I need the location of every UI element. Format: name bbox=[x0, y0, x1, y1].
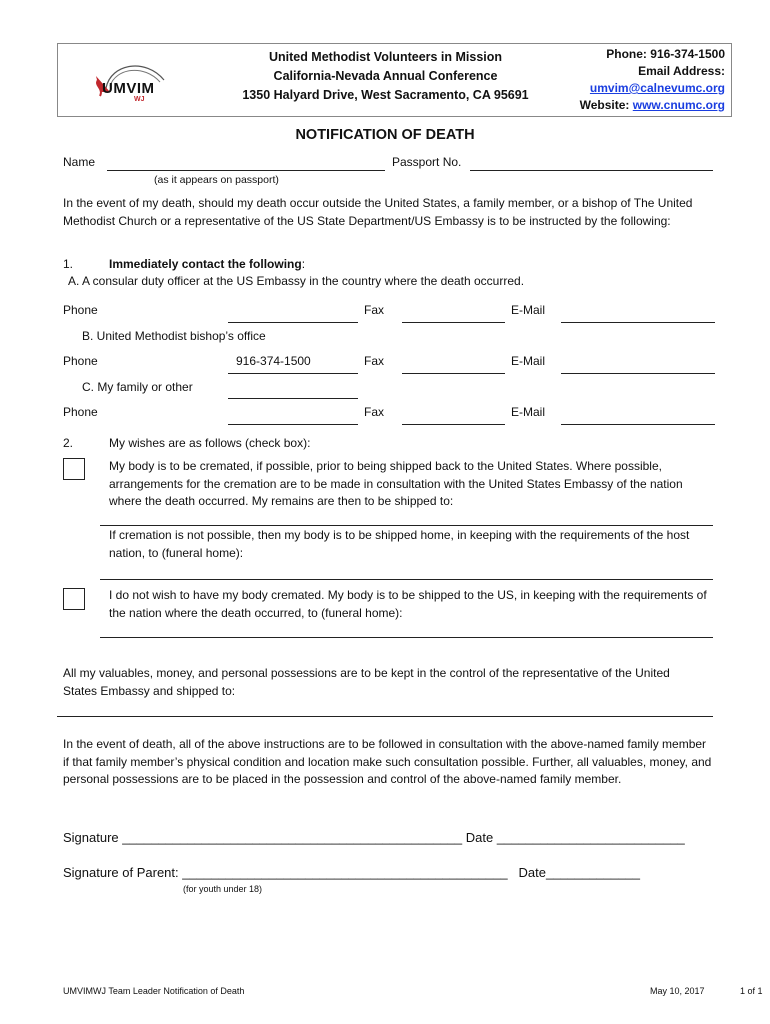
section-1-heading bbox=[109, 257, 305, 271]
email-label: Email Address: bbox=[638, 64, 725, 78]
fax-label-b: Fax bbox=[364, 354, 385, 368]
parent-date-label: Date bbox=[518, 865, 546, 880]
website-label: Website: bbox=[579, 98, 630, 112]
date-label: Date bbox=[465, 830, 494, 845]
email-label-b: E-Mail bbox=[511, 354, 546, 368]
item-b-label: B. United Methodist bishop’s office bbox=[82, 329, 266, 343]
email-link[interactable]: umvim@calnevumc.org bbox=[589, 81, 725, 95]
org-name: United Methodist Volunteers in Mission bbox=[268, 50, 503, 64]
valuables-ship-to-field[interactable] bbox=[57, 716, 713, 717]
fax-field-c[interactable] bbox=[402, 424, 505, 425]
letterhead bbox=[57, 43, 732, 117]
phone-text: Phone: 916-374-1500 bbox=[606, 47, 725, 61]
passport-label: Passport No. bbox=[392, 155, 462, 169]
funeral-home-field-1[interactable] bbox=[100, 579, 713, 580]
closing-paragraph: In the event of death, all of the above instructions are to be followed in consultation with the above-named family member if that family member’s physical condition and location make such consultation possible. Further, all valuables, money, and personal possessions are to be placed in the possession and control of the above-named family member. bbox=[63, 737, 712, 786]
page-title: NOTIFICATION OF DEATH bbox=[295, 127, 475, 143]
passport-field[interactable] bbox=[470, 170, 713, 171]
email-label-a: E-Mail bbox=[511, 303, 546, 317]
cremation-option-text: My body is to be cremated, if possible, prior to being shipped back to the United States. Where possible, arrangements for the cremation are to be made in consultation with the United States Embassy of the nation where the death occurred. My remains are then to be shipped to: bbox=[109, 459, 683, 508]
contact-info bbox=[580, 46, 725, 114]
phone-field-b[interactable] bbox=[228, 373, 358, 374]
logo-subtext: WJ bbox=[134, 96, 145, 103]
cremation-fallback-text: If cremation is not possible, then my body is to be shipped home, in keeping with the requirements of the host nation, to (funeral home): bbox=[109, 528, 690, 560]
fax-label-a: Fax bbox=[364, 303, 385, 317]
section-2-heading: My wishes are as follows (check box): bbox=[109, 436, 311, 450]
no-cremation-option-text: I do not wish to have my body cremated. My body is to be shipped to the US, in keeping with the requirements of the nation where the death occurred, to (funeral home): bbox=[109, 588, 707, 620]
footer-date: May 10, 2017 bbox=[650, 986, 705, 996]
phone-label-a: Phone bbox=[63, 303, 98, 317]
org-address: 1350 Halyard Drive, West Sacramento, CA 95691 bbox=[242, 88, 529, 102]
name-field[interactable] bbox=[107, 170, 385, 171]
item-c-label: C. My family or other bbox=[82, 380, 193, 394]
email-field-a[interactable] bbox=[561, 322, 715, 323]
bishop-phone-value: 916-374-1500 bbox=[236, 354, 311, 368]
item-a-label: A. A consular duty officer at the US Embassy in the country where the death occurred. bbox=[68, 274, 525, 288]
valuables-paragraph: All my valuables, money, and personal possessions are to be kept in the control of the representative of the United States Embassy and shipped to: bbox=[63, 666, 670, 698]
section-1-colon: : bbox=[301, 257, 306, 271]
phone-label-c: Phone bbox=[63, 405, 98, 419]
phone-field-c[interactable] bbox=[228, 424, 358, 425]
footer-page-number: 1 of 1 bbox=[740, 986, 763, 996]
signature-field[interactable]: _______________________________________________ bbox=[122, 830, 463, 845]
parent-signature-field[interactable]: _____________________________________________ bbox=[182, 865, 508, 880]
parent-signature-label: Signature of Parent: bbox=[63, 865, 179, 880]
phone-label-b: Phone bbox=[63, 354, 98, 368]
family-name-field[interactable] bbox=[228, 398, 358, 399]
fax-field-a[interactable] bbox=[402, 322, 505, 323]
date-field[interactable]: __________________________ bbox=[496, 830, 685, 845]
signature-row bbox=[63, 830, 685, 845]
website-link[interactable]: www.cnumc.org bbox=[632, 98, 725, 112]
funeral-home-field-2[interactable] bbox=[100, 637, 713, 638]
name-label: Name bbox=[63, 155, 96, 169]
no-cremation-checkbox[interactable] bbox=[63, 588, 85, 610]
name-hint: (as it appears on passport) bbox=[154, 174, 279, 186]
parent-date-field[interactable]: _____________ bbox=[545, 865, 640, 880]
email-field-b[interactable] bbox=[561, 373, 715, 374]
intro-paragraph: In the event of my death, should my death occur outside the United States, a family member, or a bishop of The United Methodist Church or a representative of the US State Department/US Embassy is to be instructed by the following: bbox=[63, 196, 693, 228]
fax-field-b[interactable] bbox=[402, 373, 505, 374]
section-1-heading-text: Immediately contact the following bbox=[109, 257, 302, 271]
footer-document-name: UMVIMWJ Team Leader Notification of Death bbox=[63, 986, 245, 996]
youth-note: (for youth under 18) bbox=[183, 884, 263, 894]
section-2-number: 2. bbox=[63, 436, 74, 450]
email-field-c[interactable] bbox=[561, 424, 715, 425]
org-conference: California-Nevada Annual Conference bbox=[273, 69, 498, 83]
signature-label: Signature bbox=[63, 830, 119, 845]
umvim-logo bbox=[86, 58, 176, 108]
cremation-ship-to-field[interactable] bbox=[100, 525, 713, 526]
organization-address bbox=[228, 48, 543, 105]
logo-text: UMVIM bbox=[102, 80, 155, 97]
section-1-number: 1. bbox=[63, 257, 74, 271]
cremation-checkbox[interactable] bbox=[63, 458, 85, 480]
phone-field-a[interactable] bbox=[228, 322, 358, 323]
parent-signature-row bbox=[63, 865, 640, 880]
email-label-c: E-Mail bbox=[511, 405, 546, 419]
fax-label-c: Fax bbox=[364, 405, 385, 419]
